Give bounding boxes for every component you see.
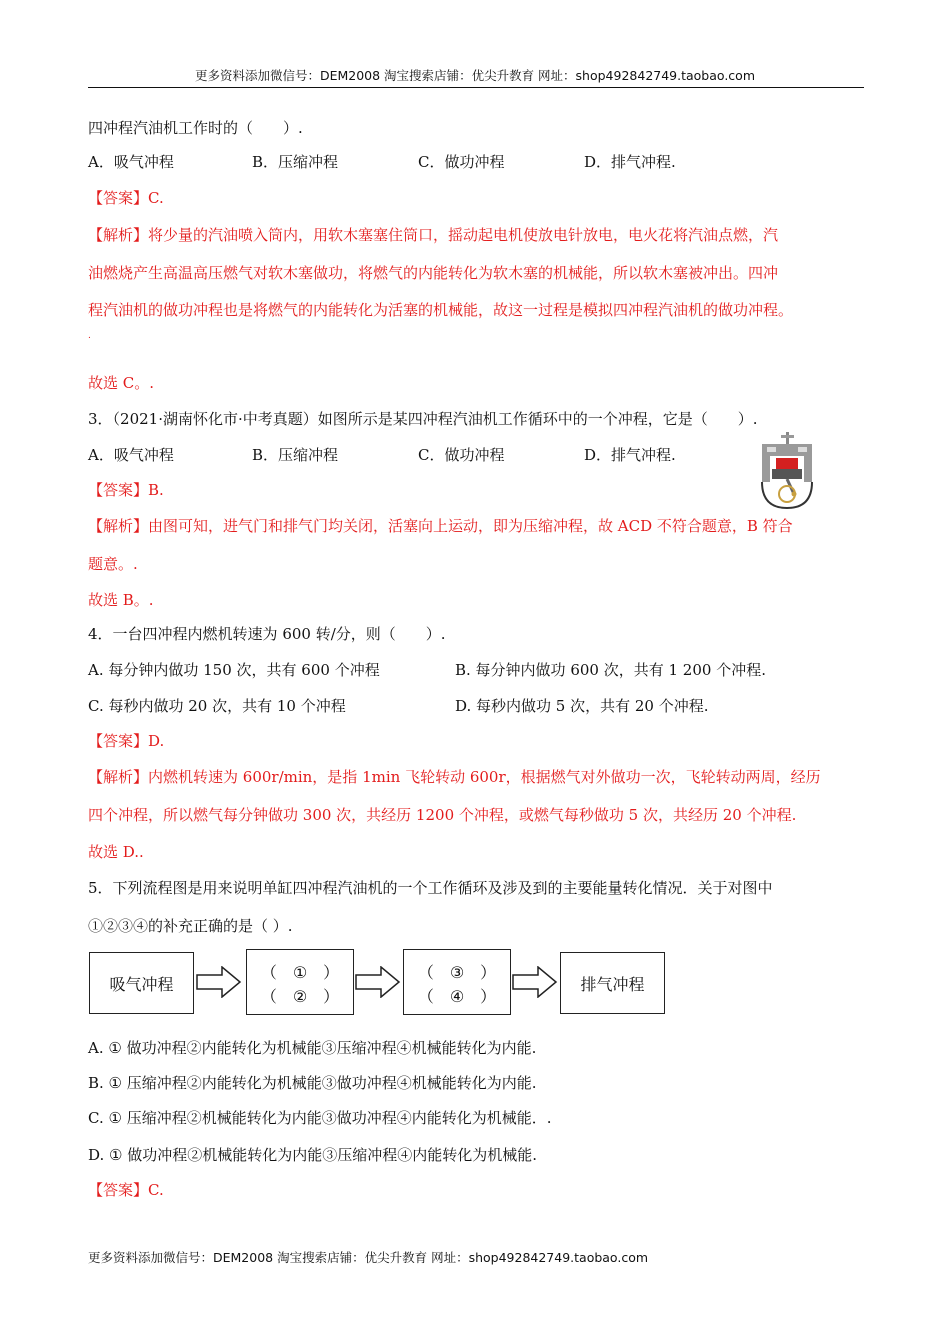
flow-arrow-3 <box>512 966 558 998</box>
cylinder-wall-left <box>762 456 770 482</box>
flow-box-intake <box>89 952 194 1014</box>
q3-option-a: A．吸气冲程 <box>88 446 174 464</box>
q4-option-b: B. 每分钟内做功 600 次，共有 1 200 个冲程. <box>455 661 766 679</box>
exhaust-valve <box>798 447 807 452</box>
q5-stem-line-2: ①②③④的补充正确的是（ ）. <box>88 917 293 935</box>
q2-option-c: C．做功冲程 <box>418 153 505 171</box>
q4-analysis-line-2: 四个冲程，所以燃气每分钟做功 300 次，共经历 1200 个冲程，或燃气每秒做功 5 次，共经历 20 个冲程. <box>88 806 797 824</box>
q2-option-a: A．吸气冲程 <box>88 153 174 171</box>
q5-answer: 【答案】C. <box>88 1181 164 1199</box>
q4-analysis-line-1: 【解析】内燃机转速为 600r/min，是指 1min 飞轮转动 600r，根据燃气对外做功一次，飞轮转动两周，经历 <box>88 768 821 786</box>
q3-answer: 【答案】B. <box>88 481 164 499</box>
q3-conclusion: 故选 B。. <box>88 591 154 609</box>
q3-analysis-line-2: 题意。. <box>88 555 138 573</box>
q5-stem-line-1: 5．下列流程图是用来说明单缸四冲程汽油机的一个工作循环及涉及到的主要能量转化情况．关于对图中 <box>88 879 773 897</box>
q4-option-a: A. 每分钟内做功 150 次，共有 600 个冲程 <box>88 661 380 679</box>
cylinder-wall-right <box>804 456 812 482</box>
page-footer: 更多资料添加微信号：DEM2008 淘宝搜索店铺：优尖升教育 网址：shop492842749.taobao.com <box>88 1250 649 1265</box>
q4-stem: 4．一台四冲程内燃机转速为 600 转/分，则（ ）. <box>88 625 446 643</box>
flow-arrow-1 <box>196 966 242 998</box>
spark-plug-cap <box>781 435 794 438</box>
engine-cylinder-figure <box>750 432 822 510</box>
flow-box-3 <box>403 949 511 1015</box>
flow-label-intake: 吸气冲程 <box>109 975 174 994</box>
q5-option-b: B. ① 压缩冲程②内能转化为机械能③做功冲程④机械能转化为内能. <box>88 1074 537 1092</box>
flow-blank-3: （ ③ ） <box>417 963 497 982</box>
compressed-mixture <box>776 458 798 470</box>
q4-option-d: D. 每秒内做功 5 次，共有 20 个冲程. <box>455 697 709 715</box>
crank-pin <box>792 492 797 497</box>
q3-option-d: D．排气冲程. <box>584 446 676 464</box>
flow-blank-4: （ ④ ） <box>417 987 497 1006</box>
piston <box>772 469 802 479</box>
q3-option-c: C．做功冲程 <box>418 446 505 464</box>
header-divider <box>88 87 864 88</box>
flow-arrow-2 <box>355 966 401 998</box>
q3-analysis-line-1: 【解析】由图可知，进气门和排气门均关闭，活塞向上运动，即为压缩冲程，故 ACD 不符合题意，B 符合 <box>88 517 793 535</box>
intake-valve <box>767 447 776 452</box>
q2-analysis-line-4: . <box>88 331 91 341</box>
q4-answer: 【答案】D. <box>88 732 165 750</box>
q2-stem: 四冲程汽油机工作时的（ ）. <box>88 119 303 137</box>
q3-stem: 3．（2021·湖南怀化市·中考真题）如图所示是某四冲程汽油机工作循环中的一个冲程，它是（ ）. <box>88 410 758 428</box>
q2-answer: 【答案】C. <box>88 189 164 207</box>
flow-blank-2: （ ② ） <box>260 987 340 1006</box>
q2-option-d: D．排气冲程. <box>584 153 676 171</box>
spark-plug <box>786 432 789 446</box>
q4-option-c: C. 每秒内做功 20 次，共有 10 个冲程 <box>88 697 346 715</box>
q4-conclusion: 故选 D.. <box>88 843 144 861</box>
q2-analysis-line-1: 【解析】将少量的汽油喷入筒内，用软木塞塞住筒口，摇动起电机使放电针放电，电火花将汽油点燃，汽 <box>88 226 779 244</box>
q2-analysis-line-2: 油燃烧产生高温高压燃气对软木塞做功，将燃气的内能转化为软木塞的机械能，所以软木塞被冲出。四冲 <box>88 264 779 282</box>
flow-box-2 <box>246 949 354 1015</box>
q5-option-a: A. ① 做功冲程②内能转化为机械能③压缩冲程④机械能转化为内能. <box>88 1039 537 1057</box>
flow-label-exhaust: 排气冲程 <box>580 975 645 994</box>
q5-option-c: C. ① 压缩冲程②机械能转化为内能③做功冲程④内能转化为机械能．. <box>88 1109 552 1127</box>
flow-blank-1: （ ① ） <box>260 963 340 982</box>
page-header: 更多资料添加微信号：DEM2008 淘宝搜索店铺：优尖升教育 网址：shop492842749.taobao.com <box>194 68 756 83</box>
q3-option-b: B．压缩冲程 <box>252 446 339 464</box>
flow-box-exhaust <box>560 952 665 1014</box>
q2-option-b: B．压缩冲程 <box>252 153 339 171</box>
q5-option-d: D. ① 做功冲程②机械能转化为内能③压缩冲程④内能转化为机械能. <box>88 1146 538 1164</box>
q2-analysis-line-3: 程汽油机的做功冲程也是将燃气的内能转化为活塞的机械能，故这一过程是模拟四冲程汽油机的做功冲程。 <box>88 301 794 319</box>
q2-conclusion: 故选 C。. <box>88 374 155 392</box>
